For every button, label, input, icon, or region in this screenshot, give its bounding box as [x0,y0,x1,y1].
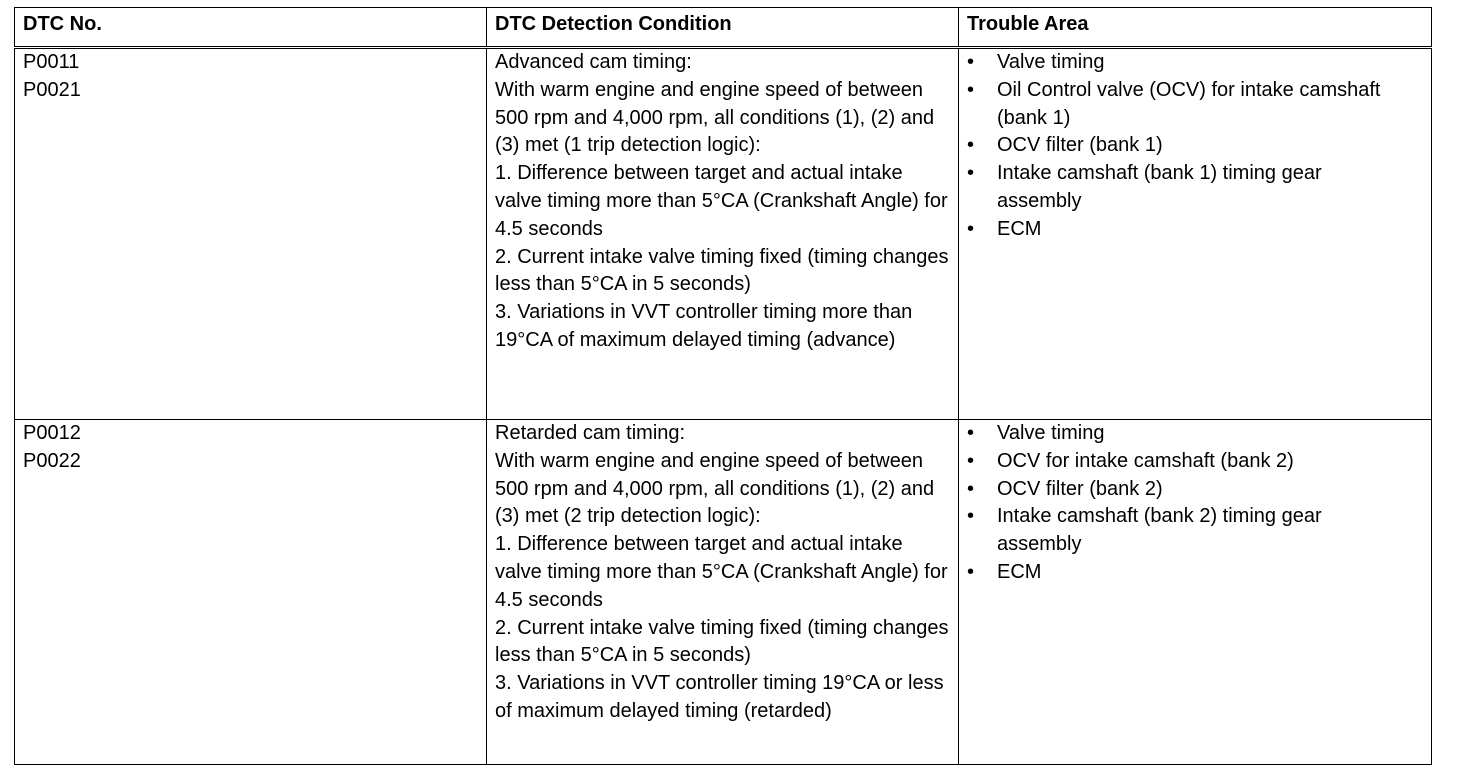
trouble-area-text: OCV filter (bank 2) [997,477,1163,500]
list-item [967,160,1423,216]
header-trouble-area: Trouble Area [959,8,1432,48]
condition-line: With warm engine and engine speed of between 500 rpm and 4,000 rpm, all conditions (1), (2) and (3) met (1 trip detection logic): [495,78,935,157]
dtc-code-cell [15,48,487,420]
condition-line: 3. Variations in VVT controller timing 19°CA or less of maximum delayed timing (retarded) [495,672,944,722]
trouble-area-text: Intake camshaft (bank 2) timing gear assembly [997,505,1322,556]
bullet-icon: • [967,78,975,101]
bullet-icon: • [967,217,975,240]
table-row [15,420,1432,765]
list-item [967,559,1423,587]
trouble-area-text: Oil Control valve (OCV) for intake camshaft (bank 1) [997,78,1381,129]
dtc-code: P0022 [23,449,81,472]
detection-condition-cell [487,48,959,420]
trouble-area-text: ECM [997,217,1042,240]
dtc-table [14,7,1432,765]
list-item [967,132,1423,160]
dtc-code: P0012 [23,422,81,444]
trouble-area-text: Valve timing [997,51,1105,73]
condition-line: 3. Variations in VVT controller timing more than 19°CA of maximum delayed timing (advance) [495,301,913,351]
bullet-icon: • [967,51,975,73]
trouble-area-text: Intake camshaft (bank 1) timing gear assembly [997,162,1322,212]
bullet-icon: • [967,422,975,444]
trouble-area-cell [959,48,1432,420]
condition-line: Retarded cam timing: [495,422,686,444]
list-item [967,420,1423,448]
trouble-area-list [967,49,1423,244]
condition-line: 2. Current intake valve timing fixed (timing changes less than 5°CA in 5 seconds) [495,245,949,296]
bullet-icon: • [967,477,975,500]
trouble-area-text: ECM [997,560,1042,583]
condition-line: Advanced cam timing: [495,51,692,73]
dtc-code: P0011 [23,51,80,73]
trouble-area-text: OCV for intake camshaft (bank 2) [997,449,1294,472]
bullet-icon: • [967,560,975,583]
table-row [15,48,1432,420]
condition-line: 2. Current intake valve timing fixed (timing changes less than 5°CA in 5 seconds) [495,616,949,667]
dtc-code-cell [15,420,487,765]
bullet-icon: • [967,134,975,157]
list-item [967,77,1423,133]
header-row [15,8,1432,48]
condition-line: With warm engine and engine speed of between 500 rpm and 4,000 rpm, all conditions (1), (2) and (3) met (2 trip detection logic): [495,449,935,528]
bullet-icon: • [967,505,975,528]
trouble-area-text: OCV filter (bank 1) [997,134,1163,157]
list-item [967,476,1423,504]
dtc-code: P0021 [23,78,81,101]
list-item [967,503,1423,559]
trouble-area-cell [959,420,1432,765]
condition-line: 1. Difference between target and actual intake valve timing more than 5°CA (Crankshaft Angle) for 4.5 seconds [495,162,948,240]
header-detection-condition: DTC Detection Condition [487,8,959,48]
bullet-icon: • [967,162,975,185]
bullet-icon: • [967,449,975,472]
list-item [967,49,1423,77]
header-dtc-no: DTC No. [15,8,487,48]
trouble-area-text: Valve timing [997,422,1105,444]
trouble-area-list [967,420,1423,587]
detection-condition-cell [487,420,959,765]
list-item [967,448,1423,476]
list-item [967,216,1423,244]
condition-line: 1. Difference between target and actual intake valve timing more than 5°CA (Crankshaft Angle) for 4.5 seconds [495,533,948,611]
